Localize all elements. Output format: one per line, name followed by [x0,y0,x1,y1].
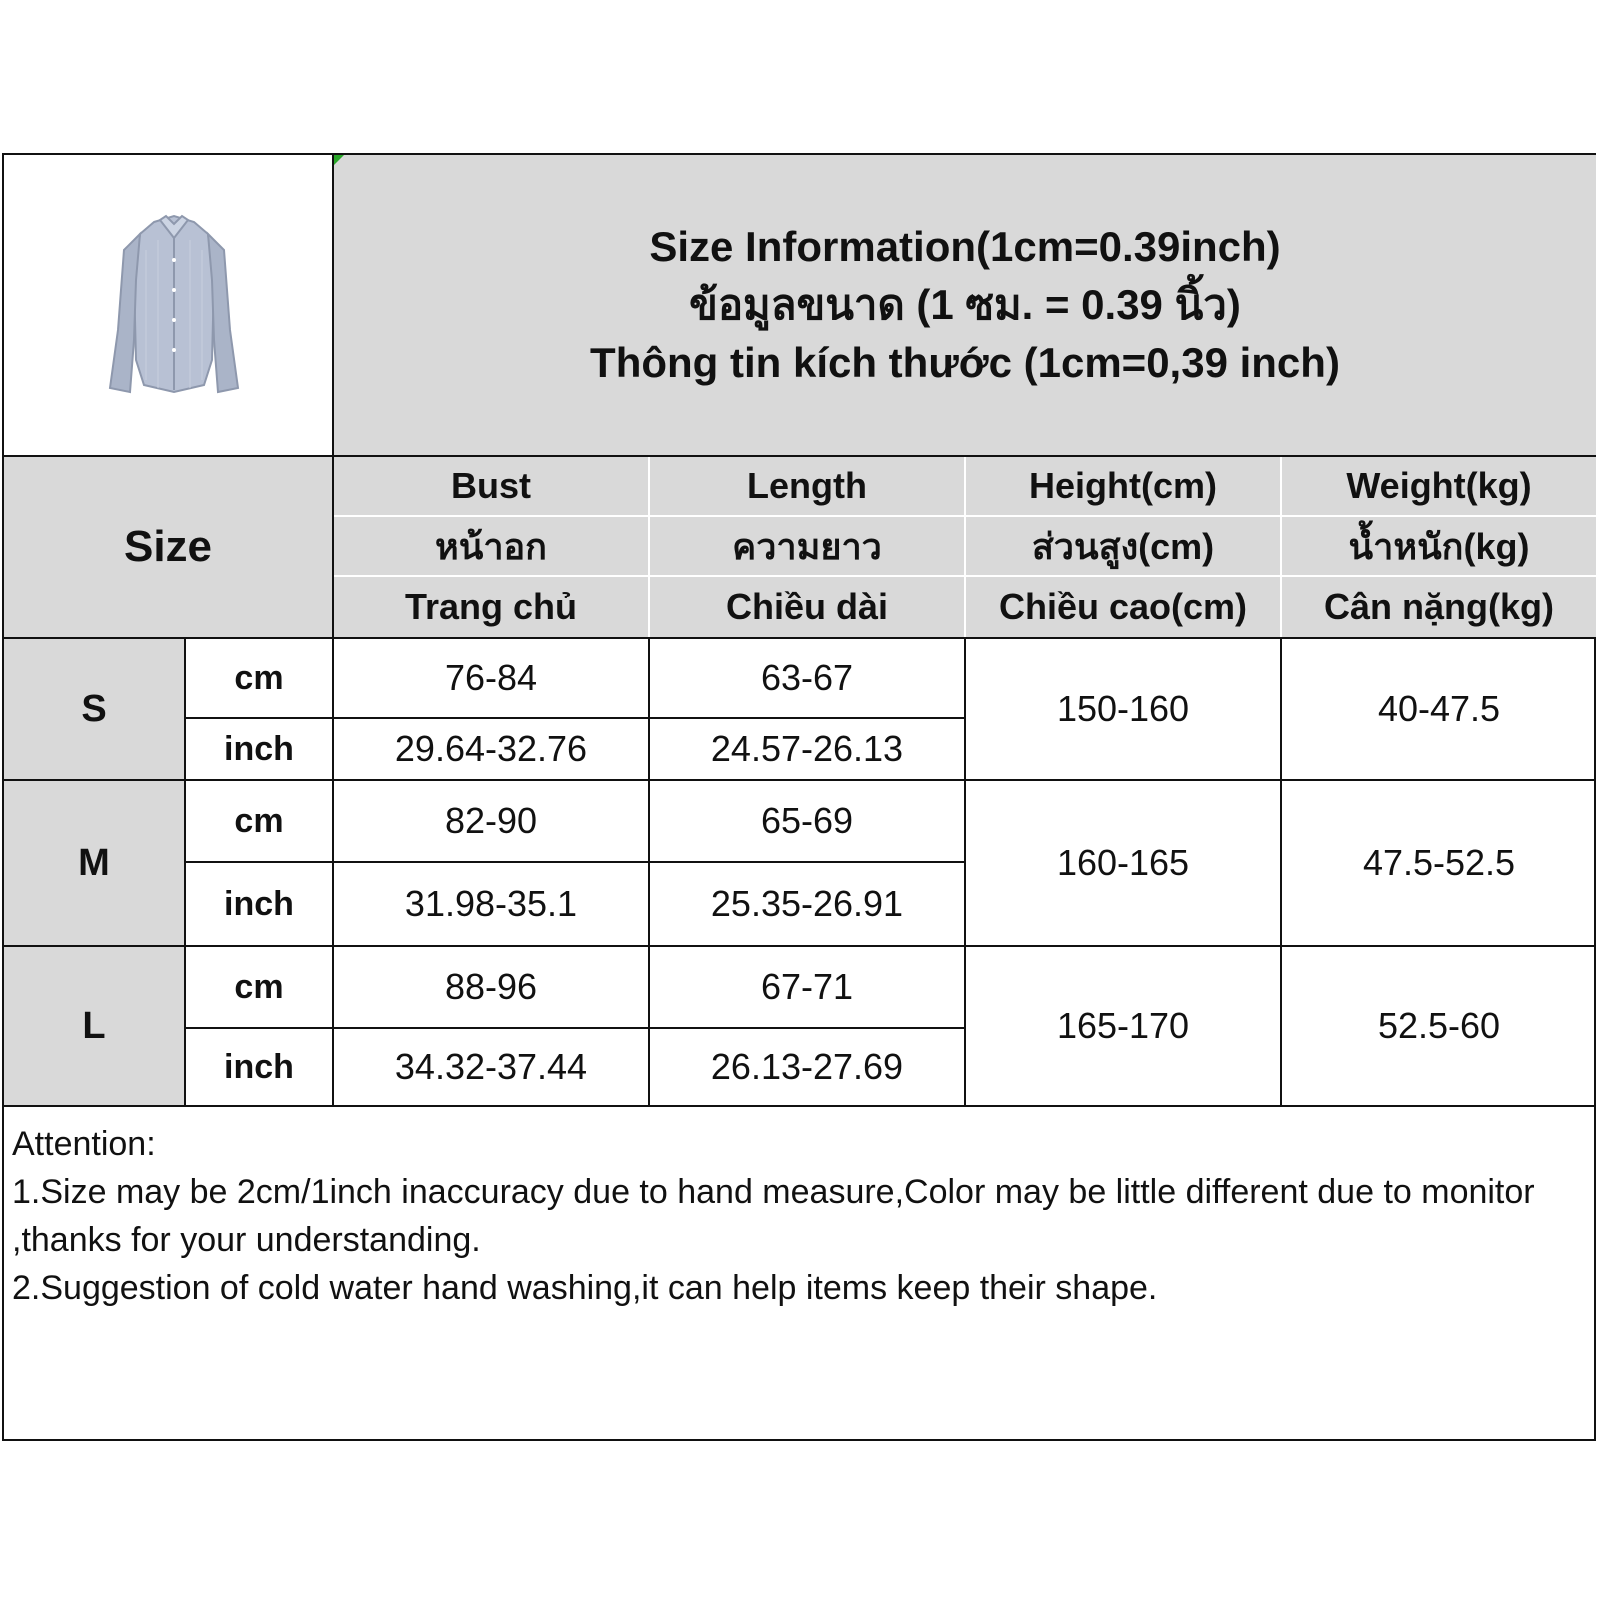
length-header-en: Length [650,457,964,515]
size-s-label: S [4,639,184,779]
weight-header-en: Weight(kg) [1282,457,1596,515]
size-l-height: 165-170 [1056,1005,1190,1046]
size-l-length-cm: 67-71 [760,966,854,1007]
notes-line-2: 2.Suggestion of cold water hand washing,it can help items keep their shape. [12,1269,1158,1307]
size-m-inch-label: inch [224,884,294,923]
height-header-en: Height(cm) [966,457,1280,515]
attention-notes [12,1120,1582,1312]
size-chart [2,153,1596,1441]
notes-line-1: 1.Size may be 2cm/1inch inaccuracy due to hand measure,Color may be little different due to monitor ,thanks for your understanding. [12,1173,1535,1259]
length-header-th: ความยาว [650,517,964,575]
size-s-length-inch: 24.57-26.13 [710,728,904,769]
corner-flag-icon [334,155,344,165]
weight-header-th: น้ำหนัก(kg) [1282,517,1596,575]
size-m-weight: 47.5-52.5 [1362,842,1516,883]
size-m-label: M [4,781,184,945]
bust-header-en: Bust [334,457,648,515]
title-vietnamese: Thông tin kích thước (1cm=0,39 inch) [590,339,1340,386]
size-l-cm-label: cm [234,967,284,1006]
length-header-vi: Chiều dài [650,577,964,637]
product-image-cell [4,155,332,455]
size-l-label: L [4,947,184,1105]
size-m-length-inch: 25.35-26.91 [710,883,904,924]
size-l-inch-label: inch [224,1047,294,1086]
size-s-cm-label: cm [234,658,284,697]
size-l-bust-cm: 88-96 [444,966,538,1007]
size-m-cm-label: cm [234,801,284,840]
size-l-weight: 52.5-60 [1377,1005,1501,1046]
size-m-bust-cm: 82-90 [444,800,538,841]
size-header: Size [4,457,332,637]
size-m-height: 160-165 [1056,842,1190,883]
size-m-length-cm: 65-69 [760,800,854,841]
weight-header-vi: Cân nặng(kg) [1282,577,1596,637]
size-s-height: 150-160 [1056,688,1190,729]
height-header-th: ส่วนสูง(cm) [966,517,1280,575]
size-s-inch-label: inch [224,729,294,768]
height-header-vi: Chiều cao(cm) [966,577,1280,637]
size-information-title [334,155,1596,455]
blouse-icon [74,210,274,410]
bust-header-th: หน้าอก [334,517,648,575]
size-l-length-inch: 26.13-27.69 [710,1046,904,1087]
size-s-length-cm: 63-67 [760,657,854,698]
title-english: Size Information(1cm=0.39inch) [649,223,1281,270]
size-l-bust-inch: 34.32-37.44 [394,1046,588,1087]
bust-header-vi: Trang chủ [334,577,648,637]
size-s-bust-inch: 29.64-32.76 [394,728,588,769]
size-s-weight: 40-47.5 [1377,688,1501,729]
title-thai: ข้อมูลขนาด (1 ซม. = 0.39 นิ้ว) [689,281,1241,328]
size-s-bust-cm: 76-84 [444,657,538,698]
notes-heading: Attention: [12,1125,156,1163]
size-m-bust-inch: 31.98-35.1 [404,883,578,924]
